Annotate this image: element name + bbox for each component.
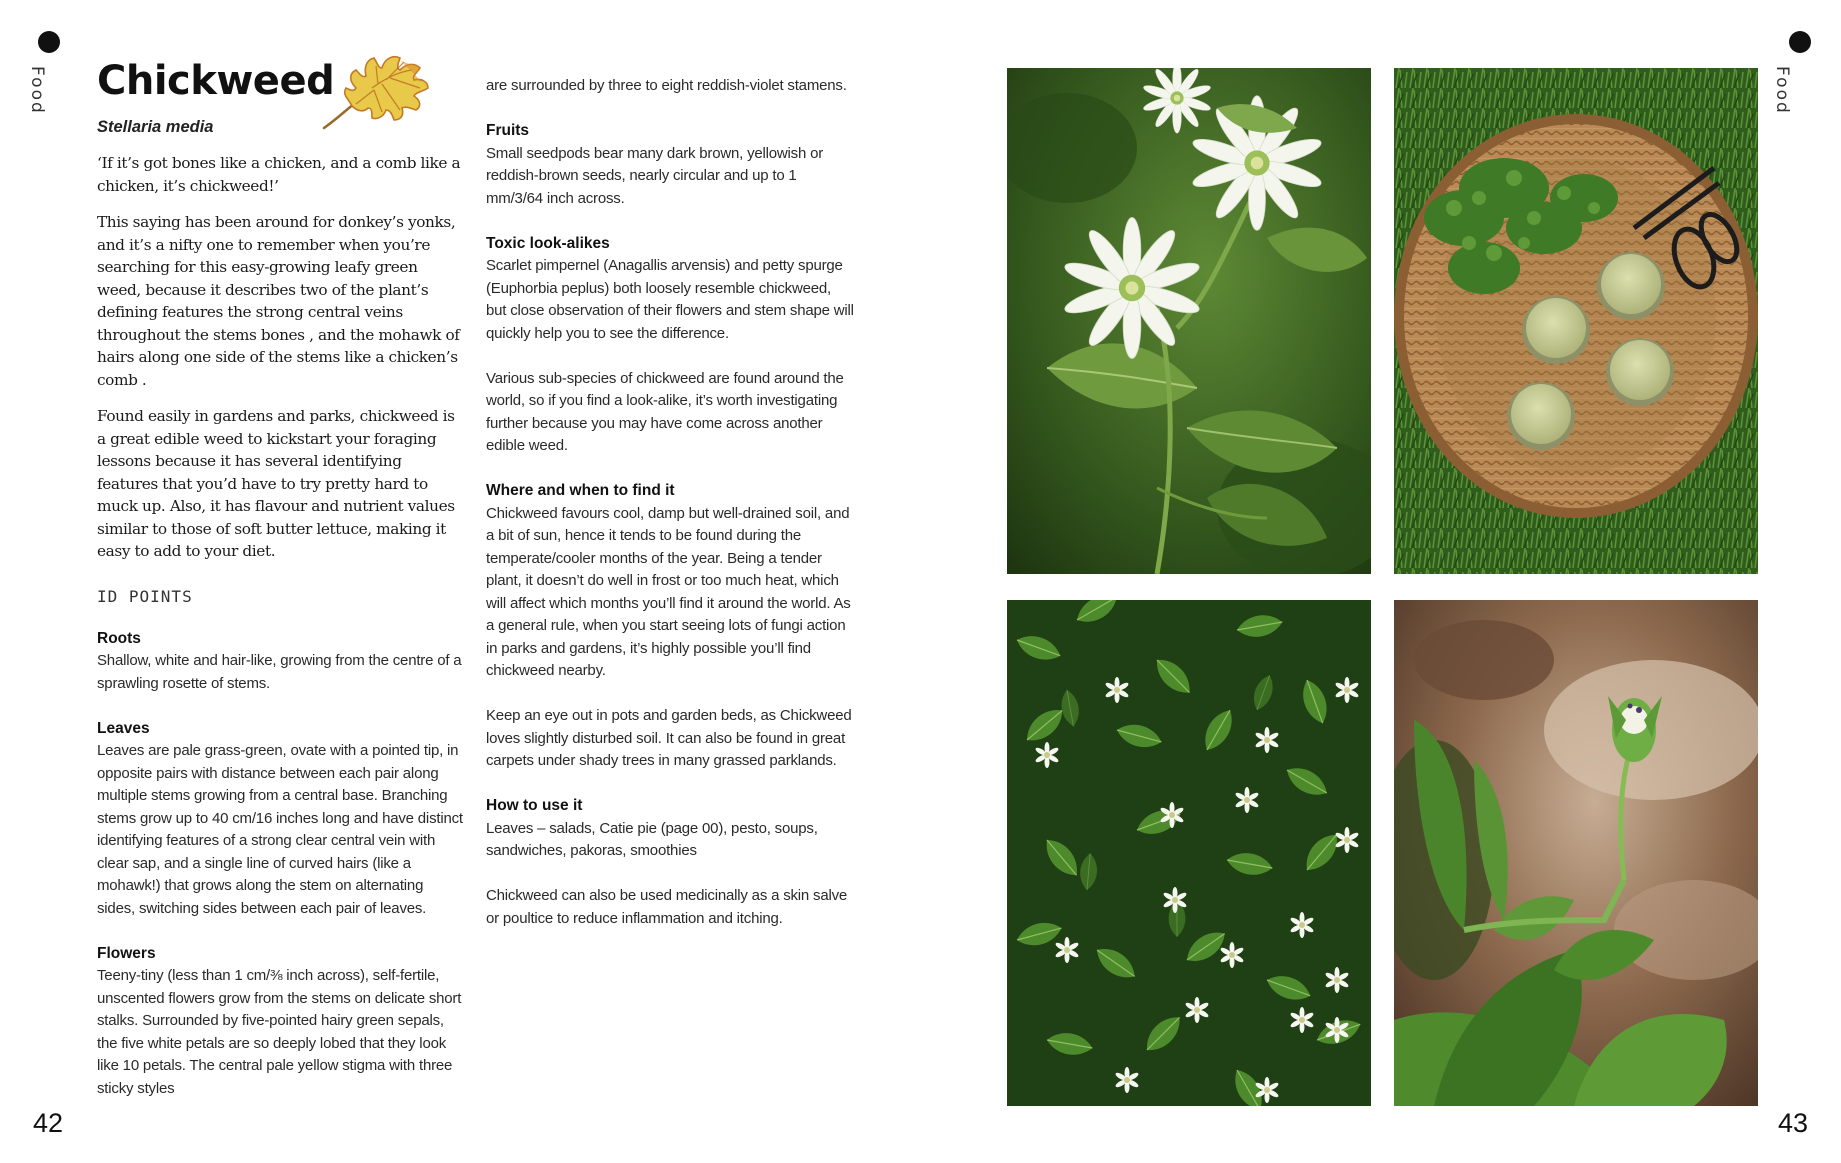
toxic-lookalikes-text: Scarlet pimpernel (Anagallis arvensis) and petty spurge (Euphorbia peplus) both loosely resemble chickweed, but close observation of their flowers and stem shape will quickly help you to see the difference. xyxy=(486,257,854,342)
page-title: Chickweed xyxy=(97,58,335,104)
latin-name: Stellaria media xyxy=(97,118,214,136)
flowers-heading: Flowers xyxy=(97,944,156,962)
leaves-text: Leaves are pale grass-green, ovate with a pointed tip, in opposite pairs with distance between each pair along multiple stems growing from a central base. Branching stems grow up to 40 cm/16 inches long and have distinct identifying features of a strong clear central vein with clear sap, and a single line of curved hairs (like a mohawk!) that grows along the stem on alternating sides, switching sides between each pair of leaves. xyxy=(97,742,463,917)
intro-paragraph: This saying has been around for donkey’s yonks, and it’s a nifty one to remember when you’re searching for this easy-growing leafy green weed, because it describes two of the plant’s defining features the strong central veins throughout the stems bones , and the mohawk of hairs along one side of the stems like a chicken’s comb . xyxy=(97,213,460,389)
left-column xyxy=(97,152,465,1123)
roots-text: Shallow, white and hair-like, growing from the centre of a sprawling rosette of stems. xyxy=(97,652,462,692)
toxic-lookalikes-text: Various sub-species of chickweed are found around the world, so if you find a look-alike, it’s worth investigating further because you may have come across another edible weed. xyxy=(486,369,844,454)
where-when-heading: Where and when to find it xyxy=(486,482,675,499)
fruits-text: Small seedpods bear many dark brown, yellowish or reddish-brown seeds, nearly circular and up to 1 mm/3/64 inch across. xyxy=(486,144,824,207)
how-to-use-text: Leaves – salads, Catie pie (page 00), pesto, soups, sandwiches, pakoras, smoothies xyxy=(486,819,818,859)
page-number-left: 42 xyxy=(33,1108,64,1138)
how-to-use-heading: How to use it xyxy=(486,797,583,814)
chickweed-flowers-photo xyxy=(1007,68,1371,574)
where-when-text: Chickweed favours cool, damp but well-drained soil, and a bit of sun, hence it tends to be found during the temperate/cooler months of the year. Being a tender plant, it doesn’t do well in frost or too much heat, which will affect which months you’ll find it around the world. As a general rule, when you start seeing lots of fungi action in parks and gardens, it’s highly possible you’ll find chickweed nearby. xyxy=(486,504,851,679)
where-when-text: Keep an eye out in pots and garden beds, as Chickweed loves slightly disturbed soil. It can also be found in great carpets under shady trees in many grassed parklands. xyxy=(486,707,852,769)
how-to-use-text: Chickweed can also be used medicinally as a skin salve or poultice to reduce inflammation and itching. xyxy=(486,887,848,927)
flowers-text: Teeny-tiny (less than 1 cm/⅜ inch across), self-fertile, unscented flowers grow from the stems on delicate short stalks. Surrounded by five-pointed hairy green sepals, the five white petals are so deeply lobed that they look like 10 petals. The central pale yellow stigma with three sticky styles xyxy=(97,967,462,1097)
intro-quote: ‘If it’s got bones like a chicken, and a comb like a chicken, it’s chickweed!’ xyxy=(97,154,461,195)
page-number-right: 43 xyxy=(1778,1108,1809,1138)
leaves-heading: Leaves xyxy=(97,719,150,737)
toxic-lookalikes-heading: Toxic look-alikes xyxy=(486,234,610,252)
intro-paragraph: Found easily in gardens and parks, chickweed is a great edible weed to kickstart your foraging lessons because it has several identifying features that you’d have to try pretty hard to muck up. Also, it has flavour and nutrient values similar to those of soft butter lettuce, making it easy to add to your diet. xyxy=(97,407,455,560)
flowers-continued-text: are surrounded by three to eight reddish-violet stamens. xyxy=(486,77,847,94)
oak-leaf-icon xyxy=(316,48,434,134)
id-points-label: ID POINTS xyxy=(97,586,193,606)
middle-column xyxy=(486,75,854,953)
fruits-heading: Fruits xyxy=(486,122,530,139)
section-label-left: Food xyxy=(27,66,47,115)
salve-tins-basket-photo xyxy=(1394,68,1758,574)
section-dot-left xyxy=(38,31,60,53)
chickweed-bud-photo xyxy=(1394,600,1758,1106)
section-label-right: Food xyxy=(1772,66,1792,115)
chickweed-carpet-photo xyxy=(1007,600,1371,1106)
section-dot-right xyxy=(1789,31,1811,53)
roots-heading: Roots xyxy=(97,629,141,647)
